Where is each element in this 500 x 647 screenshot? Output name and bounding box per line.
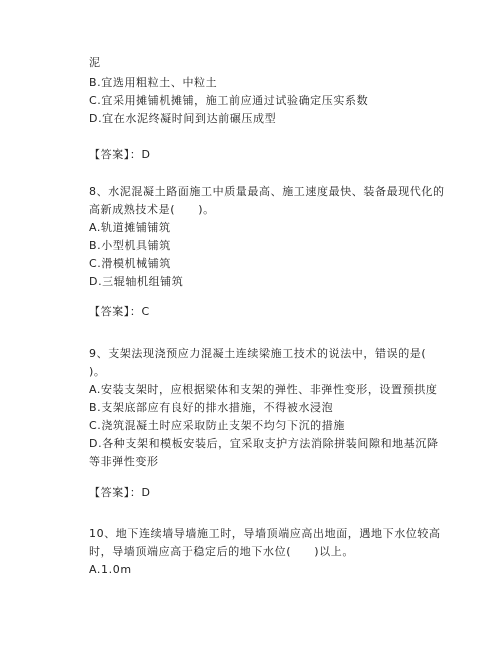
q8-stem-line-1: 8、水泥混凝土路面施工中质量最高、施工速度最快、装备最现代化的 xyxy=(89,185,445,198)
q10-option-a: A.1.0m xyxy=(89,563,132,576)
q9-option-a: A.安装支架时，应根据梁体和支架的弹性、非弹性变形，设置预拱度 xyxy=(89,383,438,396)
q10-stem-line-2: 时，导墙顶端应高于稳定后的地下水位( )以上。 xyxy=(89,545,354,558)
q8-option-b: B.小型机具铺筑 xyxy=(89,239,171,252)
q9-stem-line-1: 9、支架法现浇预应力混凝土连续梁施工技术的说法中，错误的是( xyxy=(89,347,427,360)
q8-stem-line-2: 高新成熟技术是( )。 xyxy=(89,203,215,216)
q9-answer: 【答案】：D xyxy=(89,486,151,499)
q7-option-b: B.宜选用粗粒土、中粒土 xyxy=(89,76,218,89)
q7-answer: 【答案】：D xyxy=(89,148,151,161)
q9-stem-line-2: )。 xyxy=(89,365,106,378)
q8-option-d: D.三辊轴机组铺筑 xyxy=(89,275,184,288)
q8-option-c: C.滑模机械铺筑 xyxy=(89,257,171,270)
q7-option-d: D.宜在水泥终凝时间到达前碾压成型 xyxy=(89,112,277,125)
q9-option-c: C.浇筑混凝土时应采取防止支架不均匀下沉的措施 xyxy=(89,419,345,432)
q9-option-d-continued: 等非弹性变形 xyxy=(89,455,159,468)
q10-stem-line-1: 10、地下连续墙导墙施工时，导墙顶端应高出地面，遇地下水位较高 xyxy=(89,527,441,540)
q7-option-c: C.宜采用摊铺机摊铺，施工前应通过试验确定压实系数 xyxy=(89,94,369,107)
q7-continued-text: 泥 xyxy=(89,56,101,69)
q8-option-a: A.轨道摊铺铺筑 xyxy=(89,221,171,234)
q9-option-d: D.各种支架和模板安装后，宜采取支护方法消除拼装间隙和地基沉降 xyxy=(89,437,439,450)
q8-answer: 【答案】：C xyxy=(89,305,150,318)
q9-option-b: B.支架底部应有良好的排水措施，不得被水浸泡 xyxy=(89,401,334,414)
